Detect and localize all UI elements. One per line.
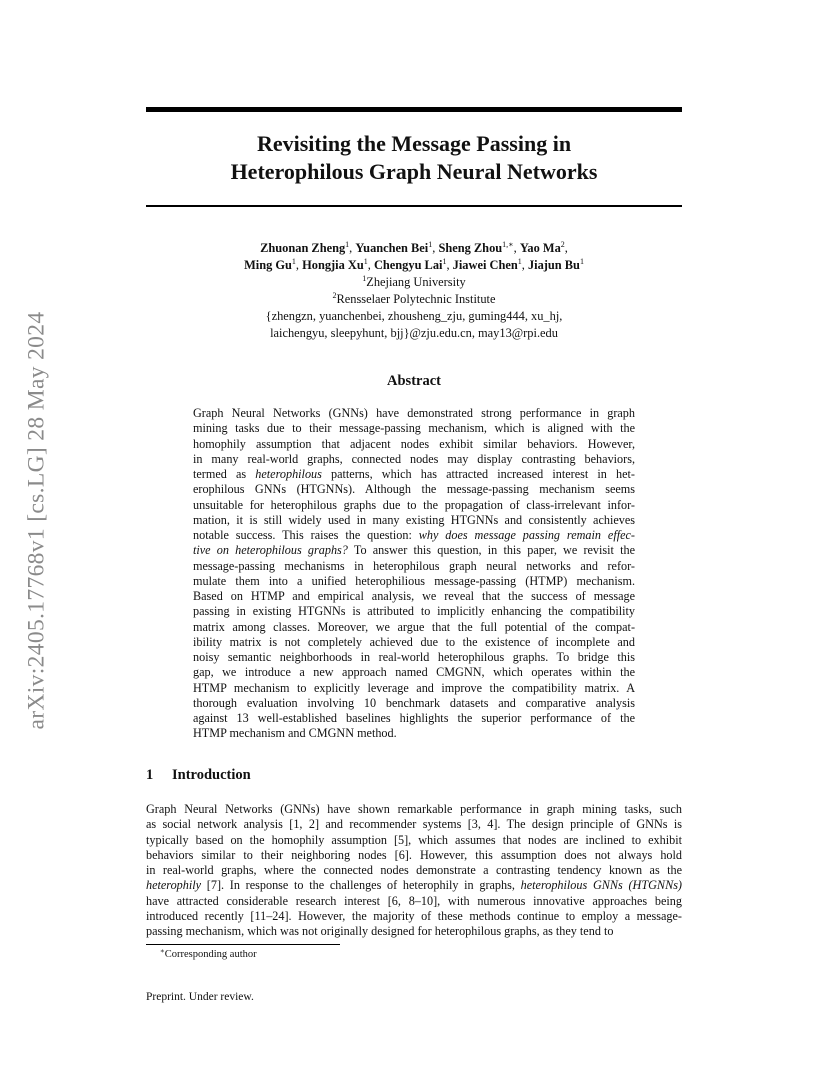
- abstract-line: [193, 604, 635, 619]
- body-text: passing mechanism, which was not originally designed for heterophilous graphs, as they tend to: [146, 924, 614, 938]
- introduction-line: [146, 833, 682, 848]
- author-name: Sheng Zhou: [438, 241, 503, 255]
- affiliation-name: Zhejiang University: [366, 275, 466, 289]
- title-bottom-rule: [146, 205, 682, 207]
- body-text: introduced recently [11–24]. However, the majority of these methods continue to employ a message-: [146, 908, 682, 923]
- body-text: mation, it is still widely used in many existing HTGNNs and consistently achieves: [193, 512, 635, 527]
- abstract-line: [193, 711, 635, 726]
- affiliation-mark: 1: [362, 274, 367, 283]
- author-line-1: Zhuonan Zheng$^1$, Yuanchen Bei$^1$, Sheng Zhou$^{1,∗}$, Yao Ma$^2$,: [260, 240, 568, 255]
- emphasis-text: why does message passing remain effec-: [418, 528, 635, 542]
- abstract-line: [193, 681, 635, 696]
- body-text: against 13 well-established baselines highlights the superior performance of the: [193, 711, 635, 725]
- section-number: 1: [146, 767, 154, 783]
- body-text: erophilous GNNs (HTGNNs). Although the message-passing mechanism seems: [193, 482, 635, 497]
- body-text: mulate them into a unified heterophilious message-passing (HTMP) mechanism.: [193, 573, 635, 588]
- abstract-line: [193, 620, 635, 635]
- emphasis-text: heterophily: [146, 878, 202, 893]
- title-top-rule: [146, 107, 682, 112]
- emphasis-text: heterophilous GNNs (HTGNNs): [520, 878, 682, 893]
- footnote-mark: ∗: [160, 947, 165, 955]
- introduction-line: [146, 802, 682, 817]
- affiliation-mark: 1: [517, 257, 522, 266]
- arxiv-identifier-text: arXiv:2405.17768v1 [cs.LG] 28 May 2024: [23, 311, 50, 729]
- body-text: termed as: [193, 467, 256, 481]
- body-text: HTMP mechanism to explicitly leverage and improve the compatibility matrix. A: [193, 680, 635, 695]
- abstract-line: [193, 543, 635, 558]
- abstract-line: [193, 452, 635, 467]
- body-text: noisy semantic neighborhoods in real-world heterophilous graphs. To bridge this: [193, 650, 635, 664]
- abstract-line: [193, 467, 635, 482]
- section-title: Introduction: [172, 767, 251, 783]
- author-emails-line-1: {zhengzn, yuanchenbei, zhousheng_zju, guming444, xu_hj,: [265, 309, 563, 323]
- abstract-line: [193, 482, 635, 497]
- body-text: thorough evaluation involving 10 benchmark datasets and comparative analysis: [193, 695, 635, 710]
- body-text: passing in existing HTGNNs is attributed to implicitly enhancing the compatibility: [193, 604, 635, 619]
- emphasis-text: heterophilous: [255, 467, 322, 481]
- abstract-line: [193, 574, 635, 589]
- body-text: message-passing mechanisms in heterophilous graph neural networks and refor-: [193, 558, 635, 573]
- affiliation-mark: 1: [363, 257, 368, 266]
- affiliation-mark: 1: [345, 240, 350, 249]
- footnote-rule: [146, 944, 340, 945]
- abstract-line: [193, 498, 635, 513]
- author-name: Zhuonan Zheng: [260, 241, 346, 255]
- abstract-line: [193, 589, 635, 604]
- author-emails-line-2: laichengyu, sleepyhunt, bjj}@zju.edu.cn, may13@rpi.edu: [270, 326, 558, 340]
- author-name: Yuanchen Bei: [355, 241, 429, 255]
- affiliation-mark: 2: [332, 291, 337, 300]
- body-text: HTMP mechanism and CMGNN method.: [193, 726, 397, 741]
- preprint-note: Preprint. Under review.: [146, 991, 254, 1003]
- affiliation-2: [146, 291, 682, 308]
- abstract-line: [193, 665, 635, 680]
- body-text: behaviors similar to their neighboring nodes [6]. However, this assumption does not always hold: [146, 847, 682, 862]
- body-text: typically based on the homophily assumption [5], which assumes that nodes are inclined to exhibit: [146, 832, 682, 847]
- body-text: Based on HTMP and empirical analysis, we reveal that the success of message: [193, 589, 635, 603]
- body-text: patterns, which has attracted increased interest in het-: [321, 467, 635, 481]
- author-name: Ming Gu: [244, 258, 292, 272]
- introduction-line: [146, 878, 682, 893]
- footnote-text: Corresponding author: [164, 949, 257, 960]
- body-text: gap, we introduce a new approach named CMGNN, which operates within the: [193, 665, 635, 680]
- body-text: mining tasks due to their message-passing mechanism, which is aligned with the: [193, 421, 635, 436]
- paper-title: [146, 130, 682, 186]
- footnote: [160, 948, 257, 962]
- section-heading-introduction: [146, 766, 251, 784]
- body-text: [7]. In response to the challenges of heterophily in graphs,: [201, 878, 521, 893]
- affiliation-name: Rensselaer Polytechnic Institute: [336, 292, 496, 306]
- body-text: To answer this question, in this paper, we revisit the: [347, 543, 636, 558]
- body-text: Graph Neural Networks (GNNs) have shown remarkable performance in graph mining tasks, such: [146, 802, 682, 816]
- body-text: notable success. This raises the question:: [193, 528, 419, 542]
- abstract-line: [193, 726, 635, 741]
- body-text: ibility matrix is not completely achieved due to the existence of incomplete and: [193, 634, 635, 649]
- body-text: in many real-world graphs, connected nodes may display contrasting behaviors,: [193, 451, 635, 466]
- paper-title-line-2: Heterophilous Graph Neural Networks: [230, 159, 598, 184]
- body-text: have attracted considerable research interest [6, 8–10], with numerous innovative approaches being: [146, 893, 682, 908]
- introduction-line: [146, 909, 682, 924]
- author-line-2: Ming Gu$^1$, Hongjia Xu$^1$, Chengyu Lai$^1$, Jiawei Chen$^1$, Jiajun Bu$^1$: [244, 257, 584, 272]
- arxiv-identifier: [19, 278, 55, 762]
- abstract-text: [193, 406, 635, 742]
- abstract-heading: Abstract: [387, 373, 441, 389]
- author-name: Jiawei Chen: [452, 258, 518, 272]
- abstract-line: [193, 513, 635, 528]
- author-name: Yao Ma: [519, 241, 561, 255]
- abstract-line: [193, 421, 635, 436]
- author-name: Jiajun Bu: [527, 258, 580, 272]
- body-text: Graph Neural Networks (GNNs) have demonstrated strong performance in graph: [193, 406, 635, 420]
- author-name: Hongjia Xu: [302, 258, 364, 272]
- body-text: matrix among classes. Moreover, we argue that the full potential of the compat-: [193, 619, 635, 634]
- body-text: in real-world graphs, where the connected nodes demonstrate a contrasting tendency known as the: [146, 863, 682, 877]
- abstract-line: [193, 406, 635, 421]
- affiliation-mark: 1,∗: [502, 240, 514, 249]
- introduction-text: [146, 802, 682, 939]
- paper-title-line-1: Revisiting the Message Passing in: [256, 131, 572, 156]
- author-name: Chengyu Lai: [373, 258, 443, 272]
- abstract-line: [193, 559, 635, 574]
- body-text: homophily assumption that adjacent nodes exhibit similar behaviors. However,: [193, 436, 635, 451]
- abstract-line: [193, 650, 635, 665]
- emphasis-text: tive on heterophilous graphs?: [193, 543, 348, 558]
- introduction-line: [146, 848, 682, 863]
- affiliation-1: [146, 274, 682, 291]
- introduction-line: [146, 817, 682, 832]
- abstract-line: [193, 696, 635, 711]
- introduction-line: [146, 894, 682, 909]
- affiliation-mark: 1: [579, 257, 584, 266]
- body-text: unsuitable for heterophilous graphs due to the propagation of class-irrelevant infor-: [193, 497, 635, 512]
- abstract-line: [193, 635, 635, 650]
- introduction-line: [146, 924, 682, 939]
- abstract-line: [193, 437, 635, 452]
- abstract-line: [193, 528, 635, 543]
- introduction-line: [146, 863, 682, 878]
- affiliation-mark: 1: [428, 240, 433, 249]
- affiliation-mark: 1: [291, 257, 296, 266]
- author-block: [146, 240, 682, 342]
- affiliation-mark: 2: [560, 240, 565, 249]
- body-text: as social network analysis [1, 2] and recommender systems [3, 4]. The design principle of GNNs is: [146, 817, 682, 832]
- affiliation-mark: 1: [442, 257, 447, 266]
